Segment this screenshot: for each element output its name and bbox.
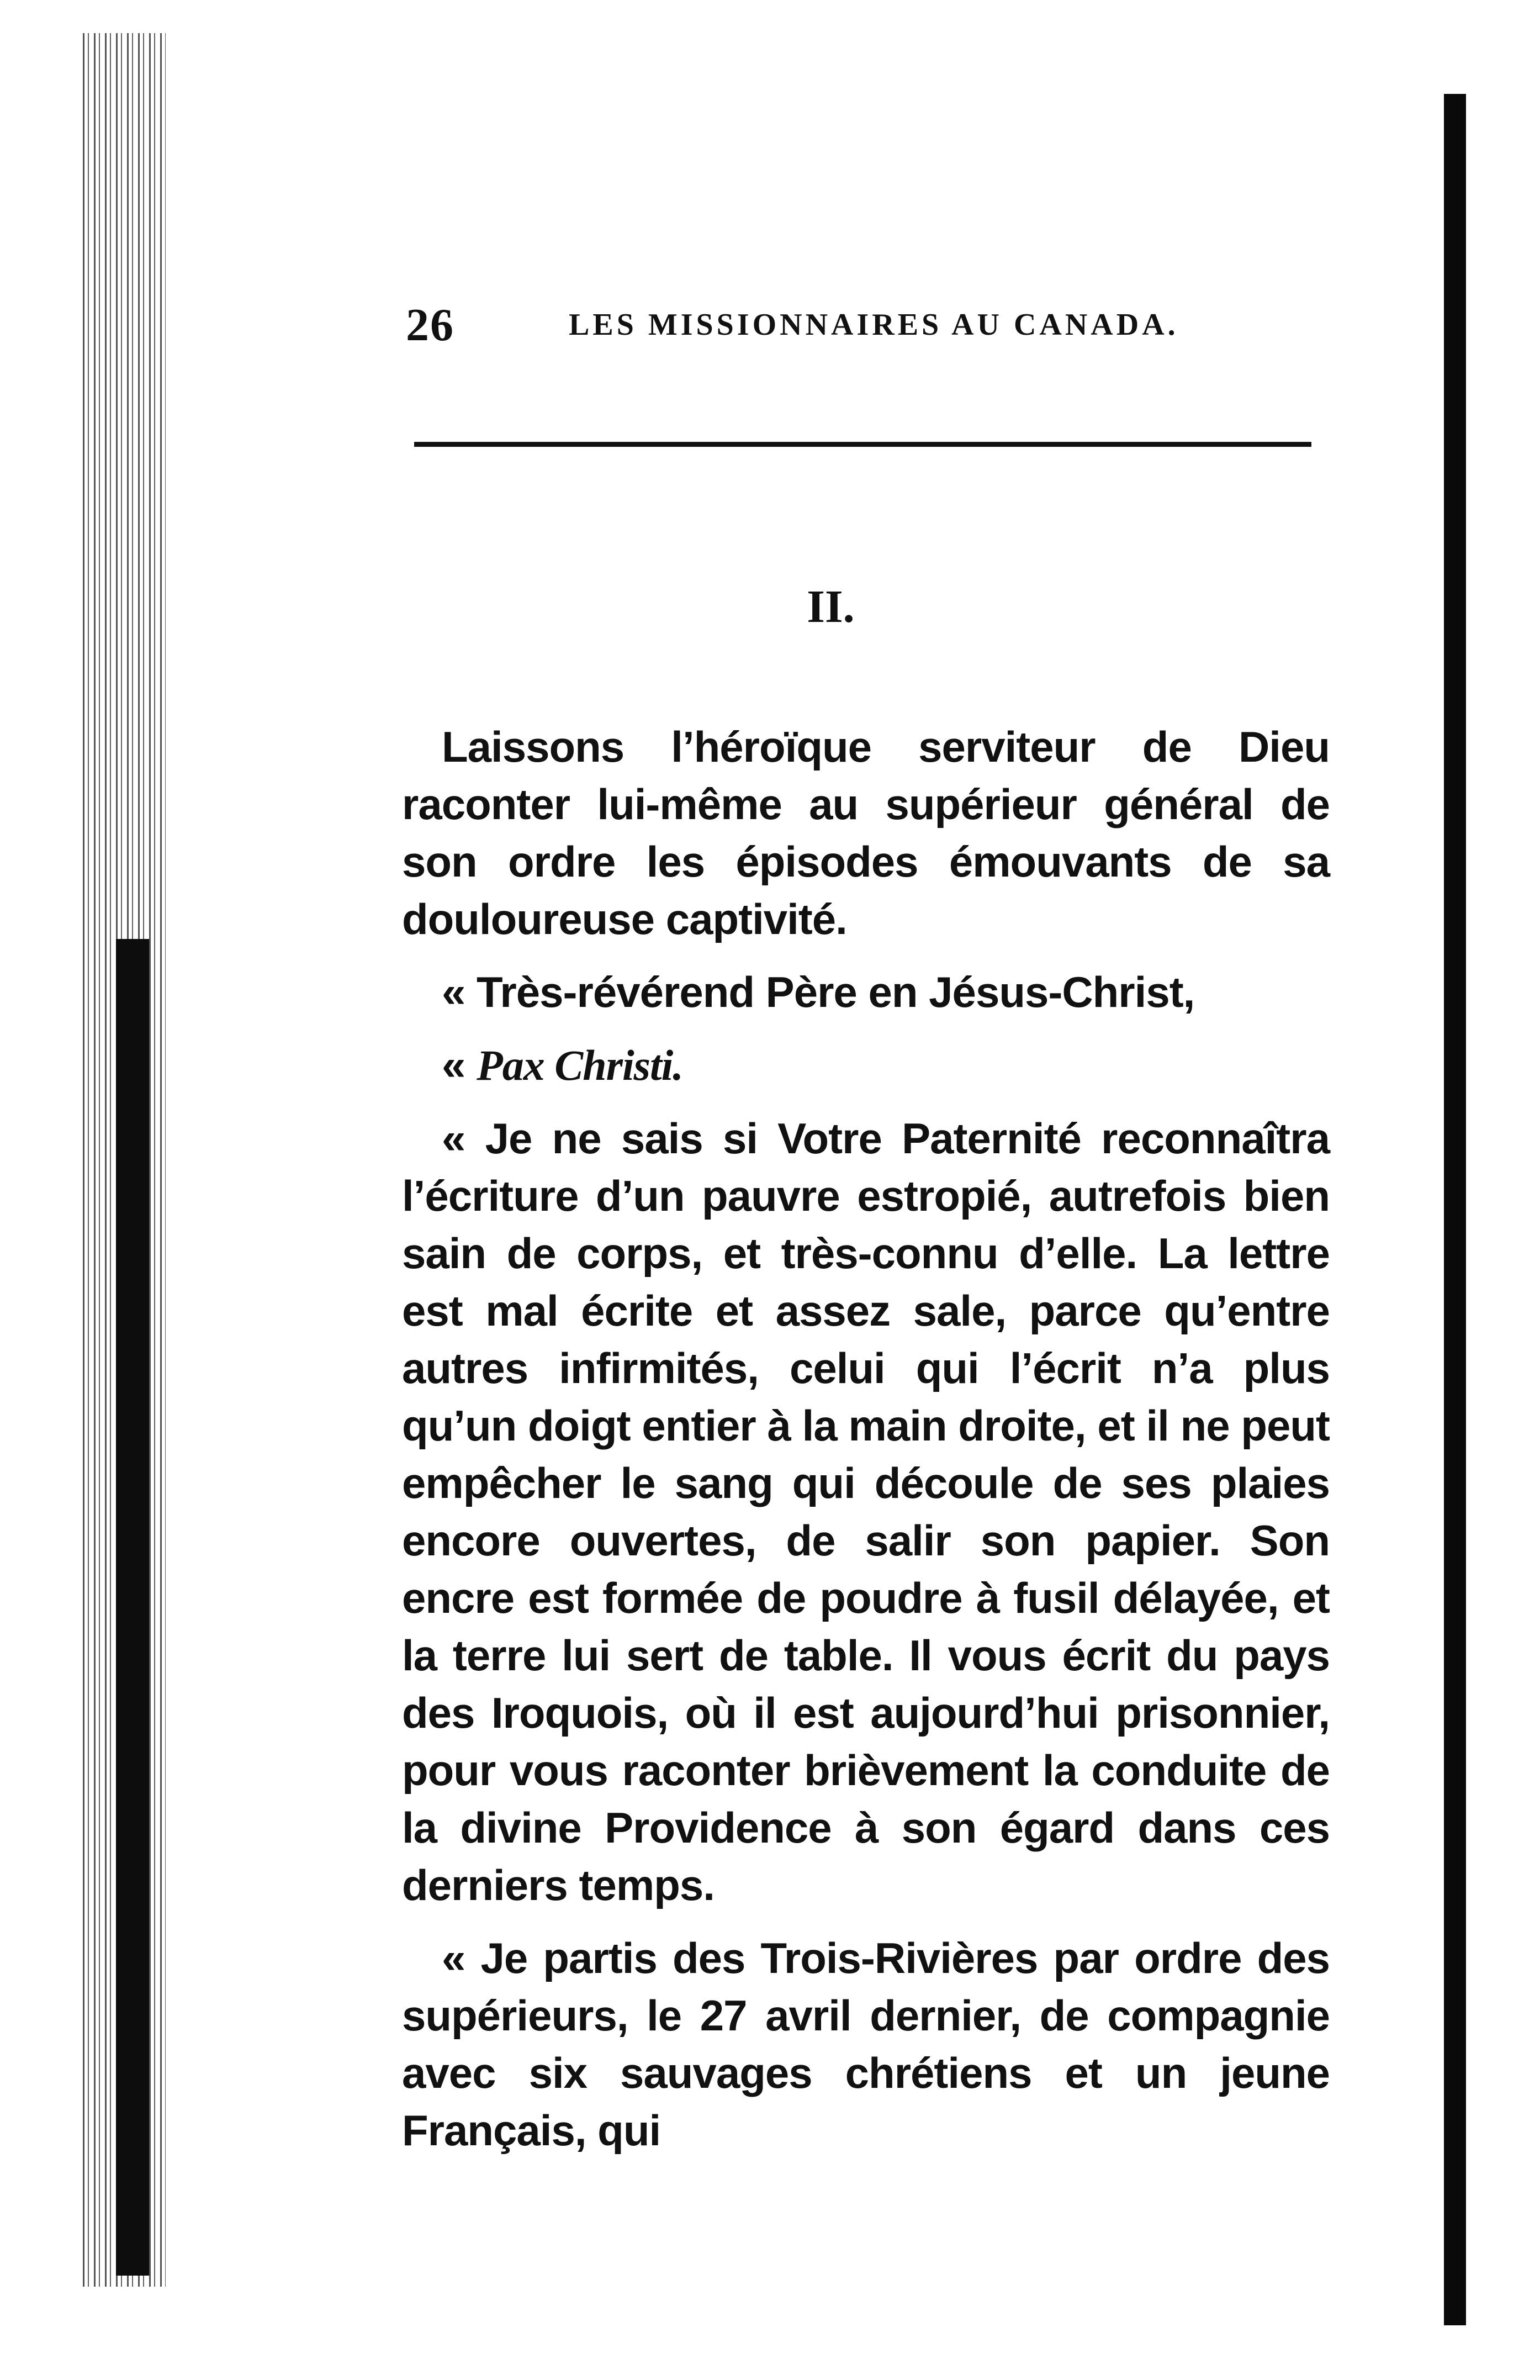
greeting-quote: «	[442, 1041, 477, 1089]
body-text	[402, 718, 1330, 2175]
intro-paragraph: Laissons l’héroïque serviteur de Dieu raconter lui-même au supérieur général de son ordre les épisodes émouvants de sa douloureuse captivité.	[402, 722, 1330, 943]
letter-greeting	[402, 1036, 1330, 1094]
letter-paragraph: « Je ne sais si Votre Paternité reconnaîtra l’écriture d’un pauvre estropié, autrefois bien sain de corps, et très-connu d’elle. La lettre est mal écrite et assez sale, parce qu’entre autres infirmités, celui qui l’écrit n’a plus qu’un doigt entier à la main droite, et il ne peut empêcher le sang qui découle de ses plaies encore ouvertes, de salir son papier. Son encre est formée de poudre à fusil délayée, et la terre lui sert de table. Il vous écrit du pays des Iroquois, où il est aujourd’hui prisonnier, pour vous raconter brièvement la conduite de la divine Providence à son égard dans ces derniers temps.	[402, 1114, 1330, 1909]
page-number: 26	[406, 299, 454, 351]
binding-shadow	[116, 939, 149, 2276]
greeting-text: Pax Christi.	[477, 1041, 683, 1089]
running-title: LES MISSIONNAIRES AU CANADA.	[569, 308, 1179, 342]
letter-paragraph: « Je partis des Trois-Rivières par ordre des supérieurs, le 27 avril dernier, de compagnie avec six sauvages chrétiens et un jeune Français, qui	[402, 1934, 1330, 2155]
letter-salutation: « Très-révérend Père en Jésus-Christ,	[442, 968, 1195, 1016]
section-heading	[0, 580, 1540, 634]
section-number: II.	[807, 581, 855, 632]
header-rule	[414, 442, 1311, 447]
page-edge-shadow	[1444, 94, 1466, 2325]
running-head	[406, 298, 1179, 353]
